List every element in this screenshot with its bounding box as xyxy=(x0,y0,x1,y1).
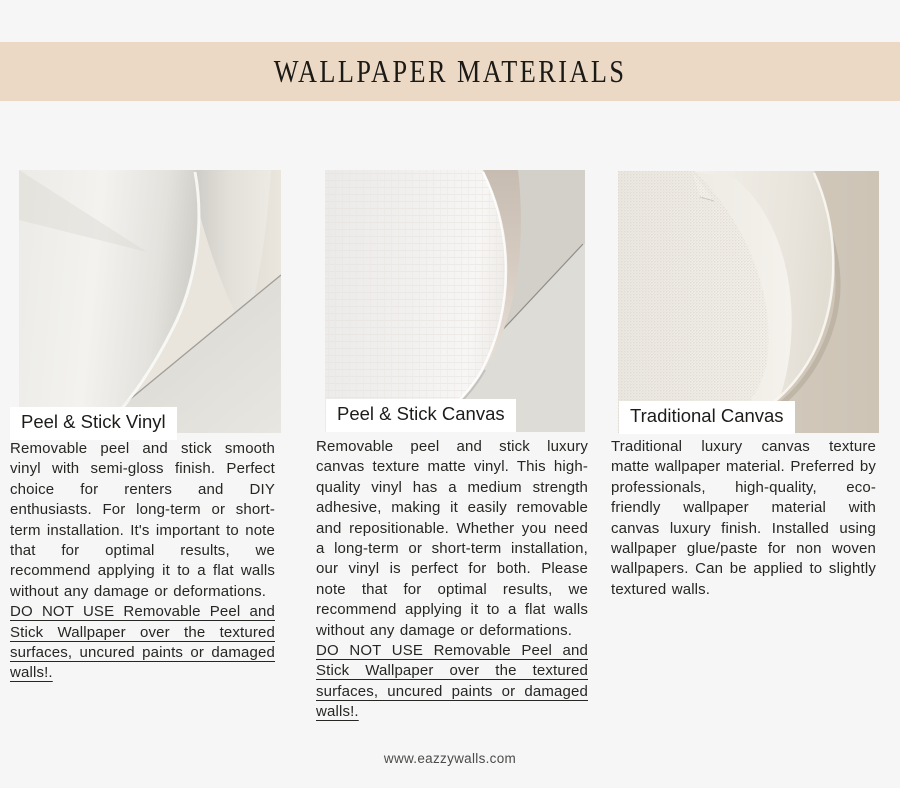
material-image-traditional-canvas xyxy=(618,171,879,433)
material-label-peel-stick-vinyl: Peel & Stick Vinyl xyxy=(10,407,177,440)
website-url: www.eazzywalls.com xyxy=(383,751,517,766)
page-title: WALLPAPER MATERIALS xyxy=(273,53,627,89)
material-warning: DO NOT USE Removable Peel and Stick Wallpaper over the textured surfaces, uncured paints or damaged walls!. xyxy=(316,642,588,721)
canvas-vinyl-sample-photo xyxy=(325,170,585,432)
material-label-traditional-canvas: Traditional Canvas xyxy=(619,401,795,434)
material-text-peel-stick-canvas xyxy=(316,437,588,723)
smooth-vinyl-sample-photo xyxy=(19,170,281,433)
material-description: Removable peel and stick luxury canvas texture matte vinyl. This high-quality vinyl has a medium strength adhesive, making it easily removable and repositionable. Whether you need a long-term or short-term installation, our vinyl is perfect for both. Please note that for optimal results, we recommend applying it to a flat walls without any damage or deformations. xyxy=(316,438,588,639)
material-label-peel-stick-canvas: Peel & Stick Canvas xyxy=(326,399,516,432)
traditional-canvas-sample-photo xyxy=(618,171,879,433)
material-description: Removable peel and stick smooth vinyl with semi-gloss finish. Perfect choice for renters and DIY enthusiasts. For long-term or short-term installation. It's important to note that for optimal results, we recommend applying it to a flat walls without any damage or deformations. xyxy=(10,440,275,600)
material-warning: DO NOT USE Removable Peel and Stick Wallpaper over the textured surfaces, uncured paints or damaged walls!. xyxy=(10,603,275,682)
material-image-peel-stick-canvas xyxy=(325,170,585,432)
material-text-peel-stick-vinyl xyxy=(10,439,275,684)
material-description: Traditional luxury canvas texture matte wallpaper material. Preferred by professionals, high-quality, eco-friendly wallpaper material with canvas luxury finish. Installed using wallpaper glue/paste for non woven wallpapers. Can be applied to slightly textured walls. xyxy=(611,438,876,598)
header-band xyxy=(0,42,900,101)
material-text-traditional-canvas xyxy=(611,437,876,600)
material-image-peel-stick-vinyl xyxy=(19,170,281,433)
